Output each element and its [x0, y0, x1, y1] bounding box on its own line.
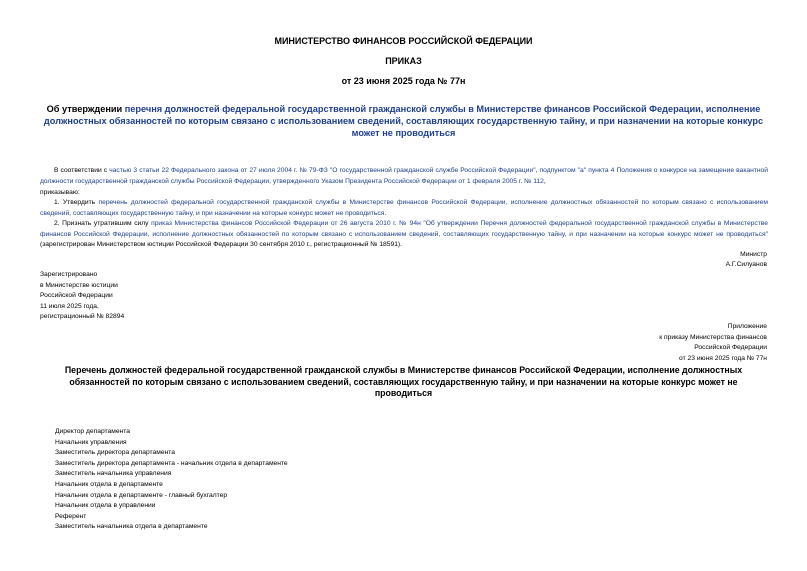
p1-text-a: В соответствии с	[54, 167, 110, 174]
appendix-line: к приказу Министерства финансов	[659, 333, 767, 341]
positions-list	[55, 427, 288, 533]
ministry-heading: МИНИСТЕРСТВО ФИНАНСОВ РОССИЙСКОЙ ФЕДЕРАЦИИ	[274, 36, 533, 46]
appendix-block	[659, 322, 767, 364]
registration-block	[40, 270, 124, 323]
p1-text-b: ,	[535, 167, 540, 174]
order-title	[40, 103, 767, 139]
signature-position: Министр	[740, 251, 767, 258]
registration-line: регистрационный № 82894	[40, 313, 125, 320]
appendix-line: Приложение	[727, 323, 767, 330]
registration-line: Зарегистрировано	[40, 271, 98, 278]
title-link[interactable]: перечня должностей федеральной государственной гражданской службы в Министерстве финансов Российской Федерации, исполнение должностных обязанностей по которым связано с использованием сведений, составляющих государственную тайну, и при назначении на которые конкурс может не проводиться	[43, 104, 764, 138]
appendix-line: Российской Федерации	[694, 344, 767, 351]
document-date-number: от 23 июня 2025 года № 77н	[341, 76, 466, 86]
registration-line: Российской Федерации	[40, 292, 113, 299]
registration-line: в Министерстве юстиции	[40, 281, 118, 289]
document-type: ПРИКАЗ	[385, 56, 422, 66]
p4-text-a: 2. Признать утратившим силу	[54, 220, 152, 227]
title-prefix: Об утверждении	[46, 104, 125, 114]
list-item: Начальник отдела в управлении	[55, 502, 156, 510]
paragraph-basis	[40, 166, 768, 187]
p3-text-b: .	[384, 209, 387, 217]
positions-list-title: Перечень должностей федеральной государственной гражданской службы в Министерстве финансов Российской Федерации, исполнение должностных обязанностей по которым связано с использованием сведений, составляющих государственную тайну, и при назначении на которые конкурс может не проводиться	[64, 365, 743, 398]
paragraph-item-1	[40, 198, 768, 219]
list-item: Заместитель начальника управления	[55, 470, 172, 478]
law-link[interactable]: частью 3 статьи 22 Федерального закона от 27 июля 2004 г. № 79-ФЗ "О государственной гражданской службе Российской Федерации"	[109, 167, 536, 174]
list-item: Заместитель начальника отдела в департаменте	[55, 523, 208, 531]
signature-name: А.Г.Силуанов	[725, 261, 767, 268]
registration-line: 11 июля 2025 года,	[40, 302, 99, 310]
p1-text-c: ,	[543, 177, 546, 185]
list-item: Референт	[55, 512, 87, 520]
list-item: Начальник отдела в департаменте - главный бухгалтер	[55, 491, 228, 499]
list-link[interactable]: перечень должностей федеральной государственной гражданской службы в Министерстве финансов Российской Федерации, исполнение должностных обязанностей по которым связано с использованием сведений, составляющих государственную тайну, и при назначении на которые конкурс может не проводиться	[40, 199, 768, 217]
repealed-order-link[interactable]: приказ Министерства финансов Российской Федерации от 26 августа 2010 г. № 94н "Об утверждении Перечня должностей федеральной государственной гражданской службы в Министерстве финансов Российской Федерации, исполнение должностных обязанностей по которым связано с использованием сведений, составляющих государственную тайну, и при назначении на которые конкурс может не проводиться"	[40, 220, 768, 238]
p4-text-b: (зарегистрирован Министерством юстиции Российской Федерации 30 сентября 2010 г., регистрационный № 18591).	[40, 241, 402, 248]
list-item: Начальник управления	[55, 438, 127, 446]
appendix-line: от 23 июня 2025 года № 77н	[679, 354, 767, 362]
paragraph-item-2	[40, 219, 768, 251]
paragraph-order-word: приказываю:	[40, 189, 80, 196]
list-item: Заместитель директора департамента	[55, 449, 175, 457]
list-item: Директор департамента	[55, 428, 130, 435]
decree-link[interactable]: подпунктом "а" пункта 4 Положения о конкурсе на замещение вакантной должности государственной гражданской службы Российской Федерации, утвержденного Указом Президента Российской Федерации от 1 февраля 2005 г. № 112	[40, 167, 769, 185]
list-item: Заместитель директора департамента - начальник отдела в департаменте	[55, 459, 288, 467]
list-item: Начальник отдела в департаменте	[55, 480, 163, 488]
p3-text-a: 1. Утвердить	[54, 199, 99, 206]
